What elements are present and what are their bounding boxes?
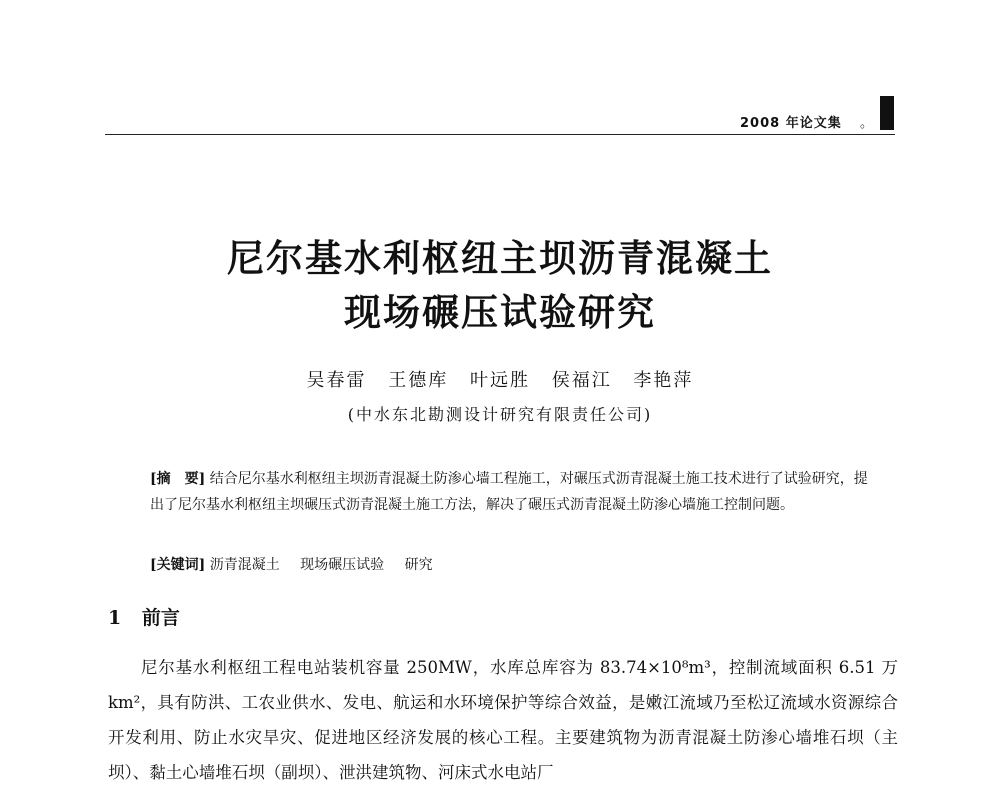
keyword: 现场碾压试验 [300, 557, 385, 573]
section-number: 1 [108, 607, 122, 629]
section-title: 前言 [141, 607, 180, 629]
section-heading [108, 603, 180, 630]
author-list: 吴春雷 王德库 叶远胜 侯福江 李艳萍 [306, 370, 694, 391]
corner-mark [880, 96, 894, 130]
paper-title-line-1: 尼尔基水利枢纽主坝沥青混凝土 [227, 236, 773, 280]
keyword: 沥青混凝土 [209, 557, 280, 573]
header-rule [105, 134, 895, 135]
abstract-text: 结合尼尔基水利枢纽主坝沥青混凝土防渗心墙工程施工，对碾压式沥青混凝土施工技术进行了试验研究，提出了尼尔基水利枢纽主坝碾压式沥青混凝土施工方法，解决了碾压式沥青混凝土防渗心墙施工控制问题。 [150, 471, 868, 513]
running-header: 2008 年论文集 [740, 116, 842, 131]
paper-title-line-2: 现场碾压试验研究 [344, 290, 656, 334]
running-header-mark: 。 [860, 116, 874, 131]
keywords-label: [关键词] [150, 557, 206, 573]
keywords [150, 554, 449, 574]
body-paragraph: 尼尔基水利枢纽工程电站装机容量 250MW，水库总库容为 83.74×10⁸m³，控制流域面积 6.51 万 km²，具有防洪、工农业供水、发电、航运和水环境保护等综合效益，是嫩江流域乃至松辽流域水资源综合开发利用、防止水灾旱灾、促进地区经济发展的核心工程。主要建筑物为沥青混凝土防渗心墙堆石坝（主坝）、黏土心墙堆石坝（副坝）、泄洪建筑物、河床式水电站厂 [108, 658, 898, 782]
affiliation: (中水东北勘测设计研究有限责任公司) [347, 405, 653, 424]
abstract-label: [摘 要] [150, 471, 206, 487]
abstract [150, 466, 870, 518]
keyword: 研究 [404, 557, 433, 573]
